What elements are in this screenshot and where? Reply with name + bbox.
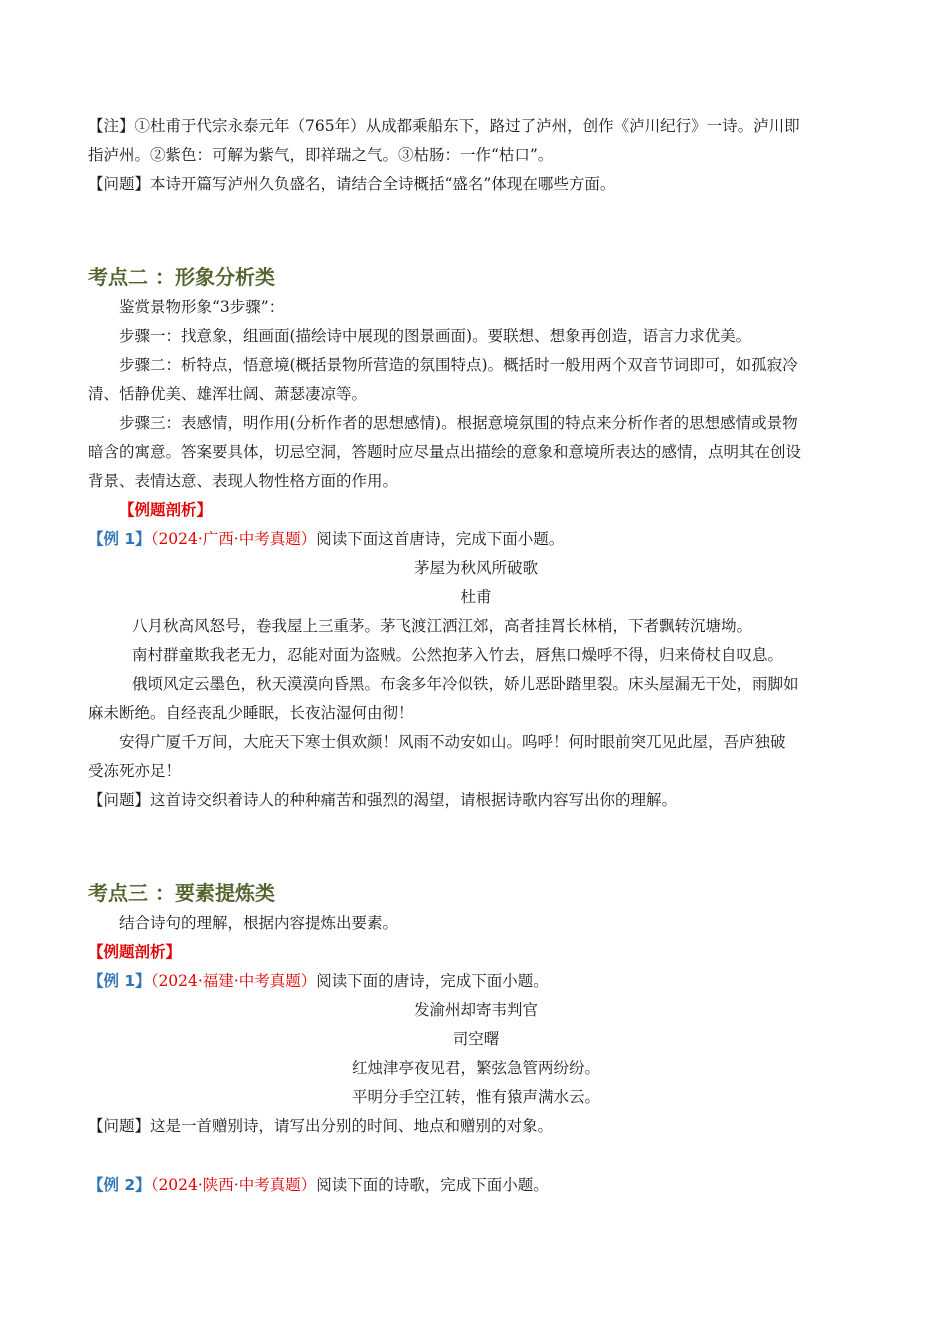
section-3-question: 【问题】这是一首赠别诗，请写出分别的时间、地点和赠别的对象。 xyxy=(88,1117,554,1135)
poem-author: 司空曙 xyxy=(452,1030,500,1048)
section-2-step-1: 步骤一：找意象，组画面(描绘诗中展现的图景画面)。要联想、想象再创造，语言力求优美。 xyxy=(119,327,752,345)
example-1-source: （2024·福建·中考真题） xyxy=(150,972,317,990)
poem-line-3a: 俄顷风定云墨色，秋天漠漠向昏黑。布衾多年冷似铁，娇儿恶卧踏里裂。床头屋漏无干处，雨脚如 xyxy=(132,675,799,693)
note-line-2: 指泸州。②紫色：可解为紫气，即祥瑞之气。③枯肠：一作“枯口”。 xyxy=(88,146,554,164)
section-2-example-label: 【例题剖析】 xyxy=(119,501,213,519)
example-1-tag: 【例 1】 xyxy=(88,530,151,548)
section-2-question: 【问题】这首诗交织着诗人的种种痛苦和强烈的渴望，请根据诗歌内容写出你的理解。 xyxy=(88,791,678,809)
section-3-title: 考点三 ：要素提炼类 xyxy=(88,881,275,905)
example-2-text: 阅读下面的诗歌，完成下面小题。 xyxy=(316,1176,549,1194)
poem-title: 发渝州却寄韦判官 xyxy=(413,1001,538,1019)
example-1-source: （2024·广西·中考真题） xyxy=(150,530,317,548)
section-2-title: 考点二 ：形象分析类 xyxy=(88,265,275,289)
example-1-tag: 【例 1】 xyxy=(88,972,151,990)
section-2-intro: 鉴赏景物形象“3步骤”： xyxy=(119,298,285,316)
document-page xyxy=(88,112,864,1200)
section-2-step-3a: 步骤三：表感情，明作用(分析作者的思想感情)。根据意境氛围的特点来分析作者的思想感情或景物 xyxy=(119,414,798,432)
section-3-intro: 结合诗句的理解，根据内容提炼出要素。 xyxy=(119,914,399,932)
spacer xyxy=(88,199,864,261)
example-1-text: 阅读下面这首唐诗，完成下面小题。 xyxy=(316,530,565,548)
poem-title: 茅屋为秋风所破歌 xyxy=(413,559,538,577)
note-question: 【问题】本诗开篇写泸州久负盛名，请结合全诗概括“盛名”体现在哪些方面。 xyxy=(88,175,616,193)
section-3-example-label: 【例题剖析】 xyxy=(88,943,182,961)
poem-line-4a: 安得广厦千万间，大庇天下寒士俱欢颜！风雨不动安如山。呜呼！何时眼前突兀见此屋，吾庐独破 xyxy=(119,733,786,751)
section-2-example-1 xyxy=(88,525,864,554)
poem-line-3b: 麻未断绝。自经丧乱少睡眠，长夜沾湿何由彻！ xyxy=(88,704,414,722)
section-2-step-2a: 步骤二：析特点，悟意境(概括景物所营造的氛围特点)。概括时一般用两个双音节词即可，如孤寂冷 xyxy=(119,356,798,374)
section-3-example-1 xyxy=(88,967,864,996)
spacer xyxy=(88,1141,864,1171)
section-2-step-3b: 暗含的寓意。答案要具体，切忌空洞，答题时应尽量点出描绘的意象和意境所表达的感情，点明其在创设 xyxy=(88,443,802,461)
note-line-1: 【注】①杜甫于代宗永泰元年（765年）从成都乘船东下，路过了泸州，创作《泸川纪行》一诗。泸川即 xyxy=(88,117,800,135)
section-3-example-2 xyxy=(88,1171,864,1200)
poem-line-2: 平明分手空江转，惟有猿声满水云。 xyxy=(351,1088,600,1106)
poem-line-2: 南村群童欺我老无力，忍能对面为盗贼。公然抱茅入竹去，唇焦口燥呼不得，归来倚杖自叹息。 xyxy=(132,646,784,664)
section-2-step-2b: 清、恬静优美、雄浑壮阔、萧瑟凄凉等。 xyxy=(88,385,368,403)
example-2-source: （2024·陕西·中考真题） xyxy=(150,1176,317,1194)
poem-author: 杜甫 xyxy=(460,588,492,606)
spacer xyxy=(88,815,864,877)
poem-line-1: 红烛津亭夜见君，繁弦急管两纷纷。 xyxy=(351,1059,600,1077)
poem-line-1: 八月秋高风怒号，卷我屋上三重茅。茅飞渡江洒江郊，高者挂罥长林梢，下者飘转沉塘坳。 xyxy=(132,617,753,635)
example-1-text: 阅读下面的唐诗，完成下面小题。 xyxy=(316,972,549,990)
example-2-tag: 【例 2】 xyxy=(88,1176,151,1194)
section-2-step-3c: 背景、表情达意、表现人物性格方面的作用。 xyxy=(88,472,399,490)
poem-line-4b: 受冻死亦足！ xyxy=(88,762,182,780)
